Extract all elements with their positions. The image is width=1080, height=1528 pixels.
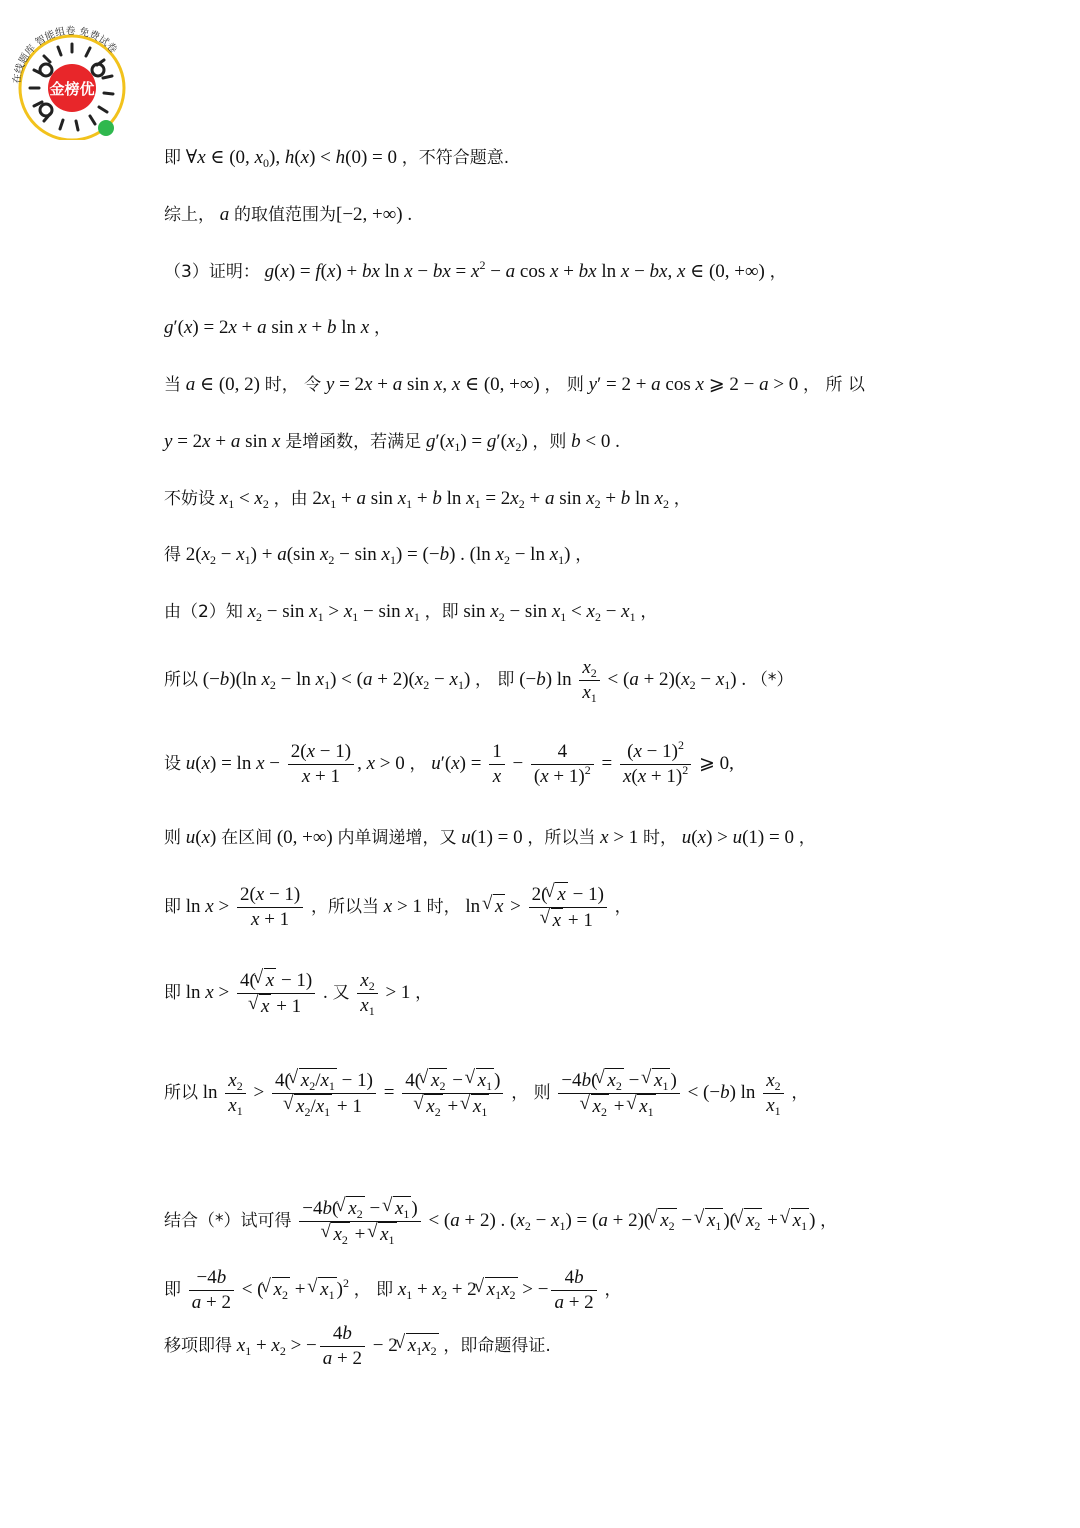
proof-line: （3）证明： g(x) = f(x) + bx ln x − bx = $x^2 - a$ cos x + bx ln x − bx, x ∈ (0, +∞) ， — [164, 258, 787, 282]
proof-line: 即 ln x > 4(√ x − 1) √ x + 1 . 又 $\frac{x_2}{x_1}$ > 1 ， — [164, 968, 432, 1019]
logo-arc-text: 在线题库 智能组卷 免费试卷 — [11, 25, 119, 85]
proof-line: 所以 ln $\frac{x_2}{x_1}$ > 4(√ $x_2/x_1 - 1$) √ $x_2/x_1 + 1$ = 4(√ $x_2$ − √ $x_1$ ) √ $x_2$ + √ $x_1$ ， 则 −4b(√ $x_2$ − √ $x_1$ ) √ $x_2$ + √ $x_1$ < (−b) ln $\frac{x_2}{x_1}$ ， — [164, 1068, 808, 1119]
proof-line: 由（2）知 $x_2 - \sin x_1 > x_1 - \sin x_1$ ，即 $\sin x_2 - \sin x_1 < x_2 - x_1$ ， — [164, 601, 658, 624]
proof-line: 设 u(x) = ln x − $\frac{2(x - 1)}{x + 1}$ , x > 0 ， u′(x) = $\frac{1}{x}$ − $\frac{4}{(x + 1)^2}$ = $\frac{(x - 1)^2}{x(x + 1)^2}$ ⩾ 0, — [164, 738, 734, 787]
proof-line: 即 ln x > $\frac{2(x - 1)}{x + 1}$ ，所以当 x > 1 时， ln √ x > 2(√ x − 1) √ x + 1 ， — [164, 882, 632, 933]
proof-line: 不妨设 $x_1 < x_2$ ，由 $2x_1 + a$ $\sin x_1 + b$ $\ln x_1 = 2x_2 + a$ $\sin x_2 + b$ $\ln x_2$ ， — [164, 488, 691, 511]
qr-badge-icon — [6, 20, 132, 140]
brand-logo — [6, 20, 132, 140]
proof-line: 当 a ∈ (0, 2) 时， 令 y = 2x + a sin x, x ∈ (0, +∞) ， 则 y′ = 2 + a cos x ⩾ 2 − a > 0 ， 所 以 — [164, 374, 865, 395]
proof-line: 即 ∀x ∈ (0, $x_0$), h(x) < h(0) = 0 ，不符合题意. — [164, 147, 510, 170]
proof-line: 综上， a 的取值范围为[−2, +∞) . — [164, 204, 413, 225]
proof-line: 结合（*）试可得 −4b(√ $x_2$ − √ $x_1$ ) √ $x_2$ + √ $x_1$ < (a + 2) . $(x_2 - x_1) = (a + 2)(√$ $x_2$ − √ $x_1$ )(√ $x_2$ + √ $x_1$ ) ， — [164, 1196, 837, 1247]
proof-line: 所以 (−b)(ln $x_2 - \ln x_1) < (a + 2)(x_2 - x_1)$ ， 即 (−b) ln $\frac{x_2}{x_1}$ < $(a + 2)(x_2 - x_1)$ . （*） — [164, 657, 794, 705]
proof-line: 则 u(x) 在区间 (0, +∞) 内单调递增，又 u(1) = 0 ，所以当 x > 1 时， u(x) > u(1) = 0 ， — [164, 827, 816, 848]
proof-line: 得 $2(x_2 - x_1) + a(\sin$ $x_2 - \sin x_1) = (-b)$ . (ln $x_2 - \ln x_1$) ， — [164, 544, 593, 567]
proof-line: g′(x) = 2x + a sin x + b ln x ， — [164, 317, 391, 338]
logo-brand-text: 金榜优 — [49, 80, 95, 98]
proof-line: y = 2x + a sin x 是增函数，若满足 $g'(x_1) = g'(x_2)$ ，则 b < 0 . — [164, 431, 620, 454]
proof-line: 即 $\frac{-4b}{a + 2}$ < (√ $x_2$ + √ $x_1$ )$^2$ ， 即 $x_1 + x_2 + 2√$ $x_1x_2$ > − $\frac{4b}{a + 2}$ ， — [164, 1266, 621, 1315]
proof-line: 移项即得 $x_1 + x_2$ > − $\frac{4b}{a + 2}$ − 2√ $x_1x_2$ ，即命题得证. — [164, 1322, 551, 1371]
